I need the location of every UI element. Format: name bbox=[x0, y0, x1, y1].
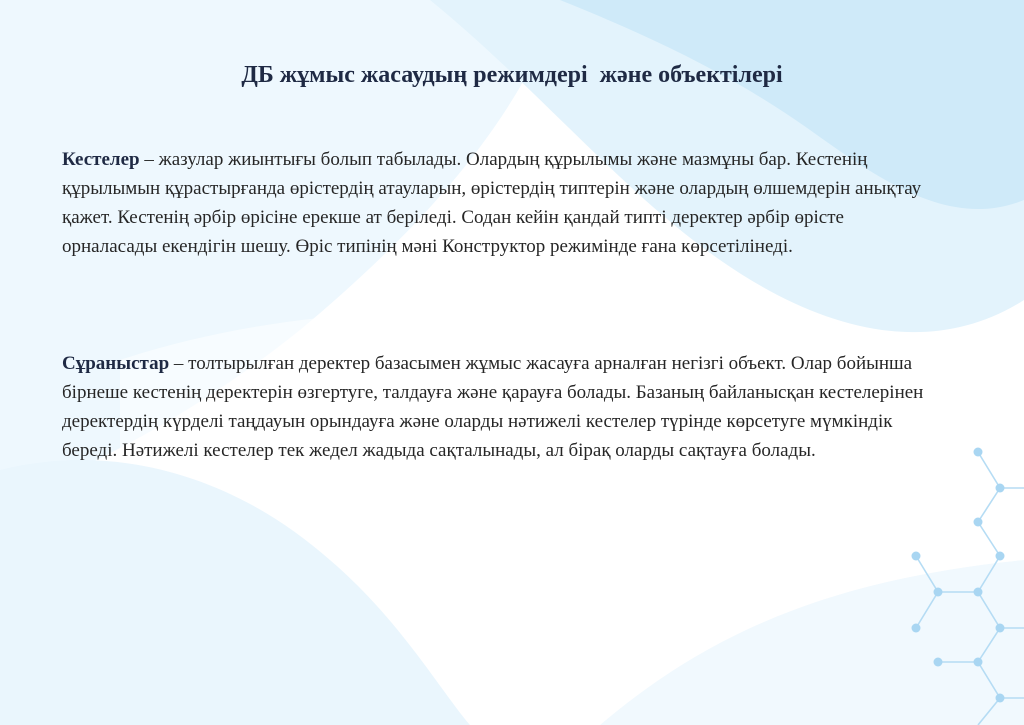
paragraph-tables-text: – жазулар жиынтығы болып табылады. Олардың құрылымы және мазмұны бар. Кестенің құрылымын құрастырғанда өрістердің атауларын, өрістердің типтерін және олардың өлшемдерін анықтау қажет. Кестенің әрбір өрісіне ерекше ат беріледі. Содан кейін қандай типті деректер әрбір өрісте орналасады екендігін шешу. Өріс типінің мәні Конструктор режимінде ғана көрсетілінеді. bbox=[62, 149, 922, 257]
paragraph-queries-text: – толтырылған деректер базасымен жұмыс жасауға арналған негізгі объект. Олар бойынша бірнеше кестенің деректерін өзгертуге, талдауға және қарауға болады. Базаның байланысқан кестелерінен деректердің күрделі таңдауын орындауға және оларды нәтижелі кестелер түрінде көрсетуге мүмкіндік береді. Нәтижелі кестелер тек жедел жадыда сақталынады, ал бірақ оларды сақтауға болады. bbox=[62, 353, 924, 461]
molecule-lines bbox=[916, 452, 1024, 725]
molecule-nodes bbox=[912, 448, 1005, 703]
paragraph-tables bbox=[62, 145, 932, 261]
term-queries: Сұраныстар bbox=[62, 353, 170, 374]
term-tables: Кестелер bbox=[62, 149, 140, 170]
paragraph-queries bbox=[62, 349, 932, 465]
slide-title: ДБ жұмыс жасаудың режимдері және объектілері bbox=[241, 62, 783, 88]
